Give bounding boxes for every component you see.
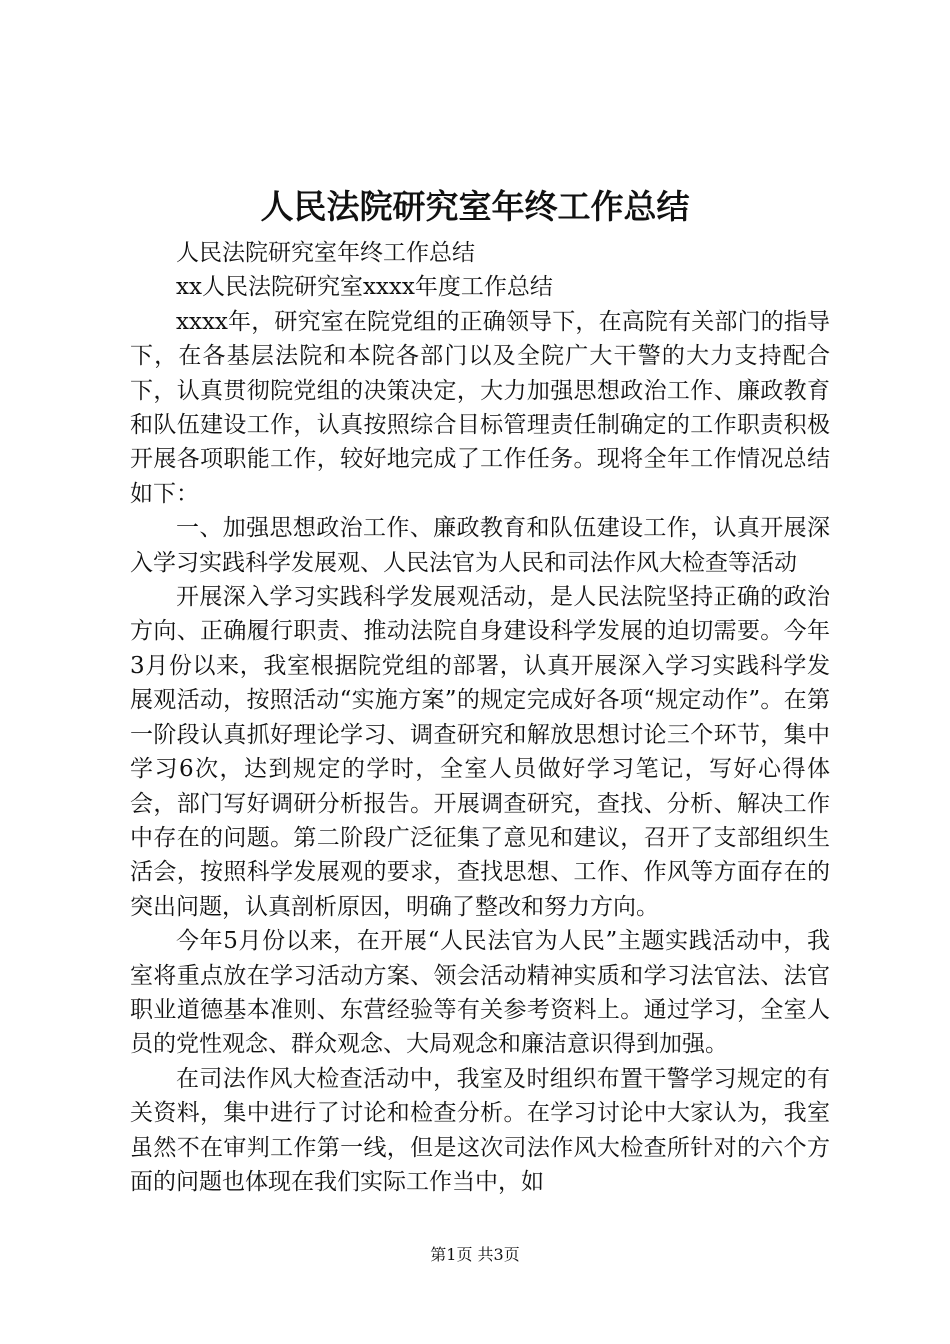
paragraph-body: 在司法作风大检查活动中，我室及时组织布置干警学习规定的有关资料，集中进行了讨论和检查分析。在学习讨论中大家认为，我室虽然不在审判工作第一线，但是这次司法作风大检查所针对的六个方面的问题也体现在我们实际工作当中，如 bbox=[130, 1065, 830, 1195]
document-title: 人民法院研究室年终工作总结 bbox=[260, 187, 690, 226]
paragraph-intro: xxxx年，研究室在院党组的正确领导下，在高院有关部门的指导下，在各基层法院和本院各部门以及全院广大干警的大力支持配合下，认真贯彻院党组的决策决定，大力加强思想政治工作、廉政教育和队伍建设工作，认真按照综合目标管理责任制确定的工作职责积极开展各项职能工作，较好地完成了工作任务。现将全年工作情况总结如下： bbox=[130, 308, 830, 507]
document-body bbox=[130, 236, 830, 1199]
paragraph-report-title: xx人民法院研究室xxxx年度工作总结 bbox=[176, 274, 553, 301]
paragraph-subtitle: 人民法院研究室年终工作总结 bbox=[176, 240, 475, 266]
paragraph-body: 今年5月份以来，在开展“人民法官为人民”主题实践活动中，我室将重点放在学习活动方案、领会活动精神实质和学习法官法、法官职业道德基本准则、东营经验等有关参考资料上。通过学习，全室人员的党性观念、群众观念、大局观念和廉洁意识得到加强。 bbox=[130, 928, 830, 1058]
page-number-footer: 第1页 共3页 bbox=[430, 1245, 520, 1264]
paragraph-section-heading: 一、加强思想政治工作、廉政教育和队伍建设工作，认真开展深入学习实践科学发展观、人民法官为人民和司法作风大检查等活动 bbox=[130, 515, 830, 576]
paragraph-body: 开展深入学习实践科学发展观活动，是人民法院坚持正确的政治方向、正确履行职责、推动法院自身建设科学发展的迫切需要。今年3月份以来，我室根据院党组的部署，认真开展深入学习实践科学发展观活动，按照活动“实施方案”的规定完成好各项“规定动作”。在第一阶段认真抓好理论学习、调查研究和解放思想讨论三个环节，集中学习6次，达到规定的学时，全室人员做好学习笔记，写好心得体会，部门写好调研分析报告。开展调查研究，查找、分析、解决工作中存在的问题。第二阶段广泛征集了意见和建议，召开了支部组织生活会，按照科学发展观的要求，查找思想、工作、作风等方面存在的突出问题，认真剖析原因，明确了整改和努力方向。 bbox=[130, 584, 830, 920]
